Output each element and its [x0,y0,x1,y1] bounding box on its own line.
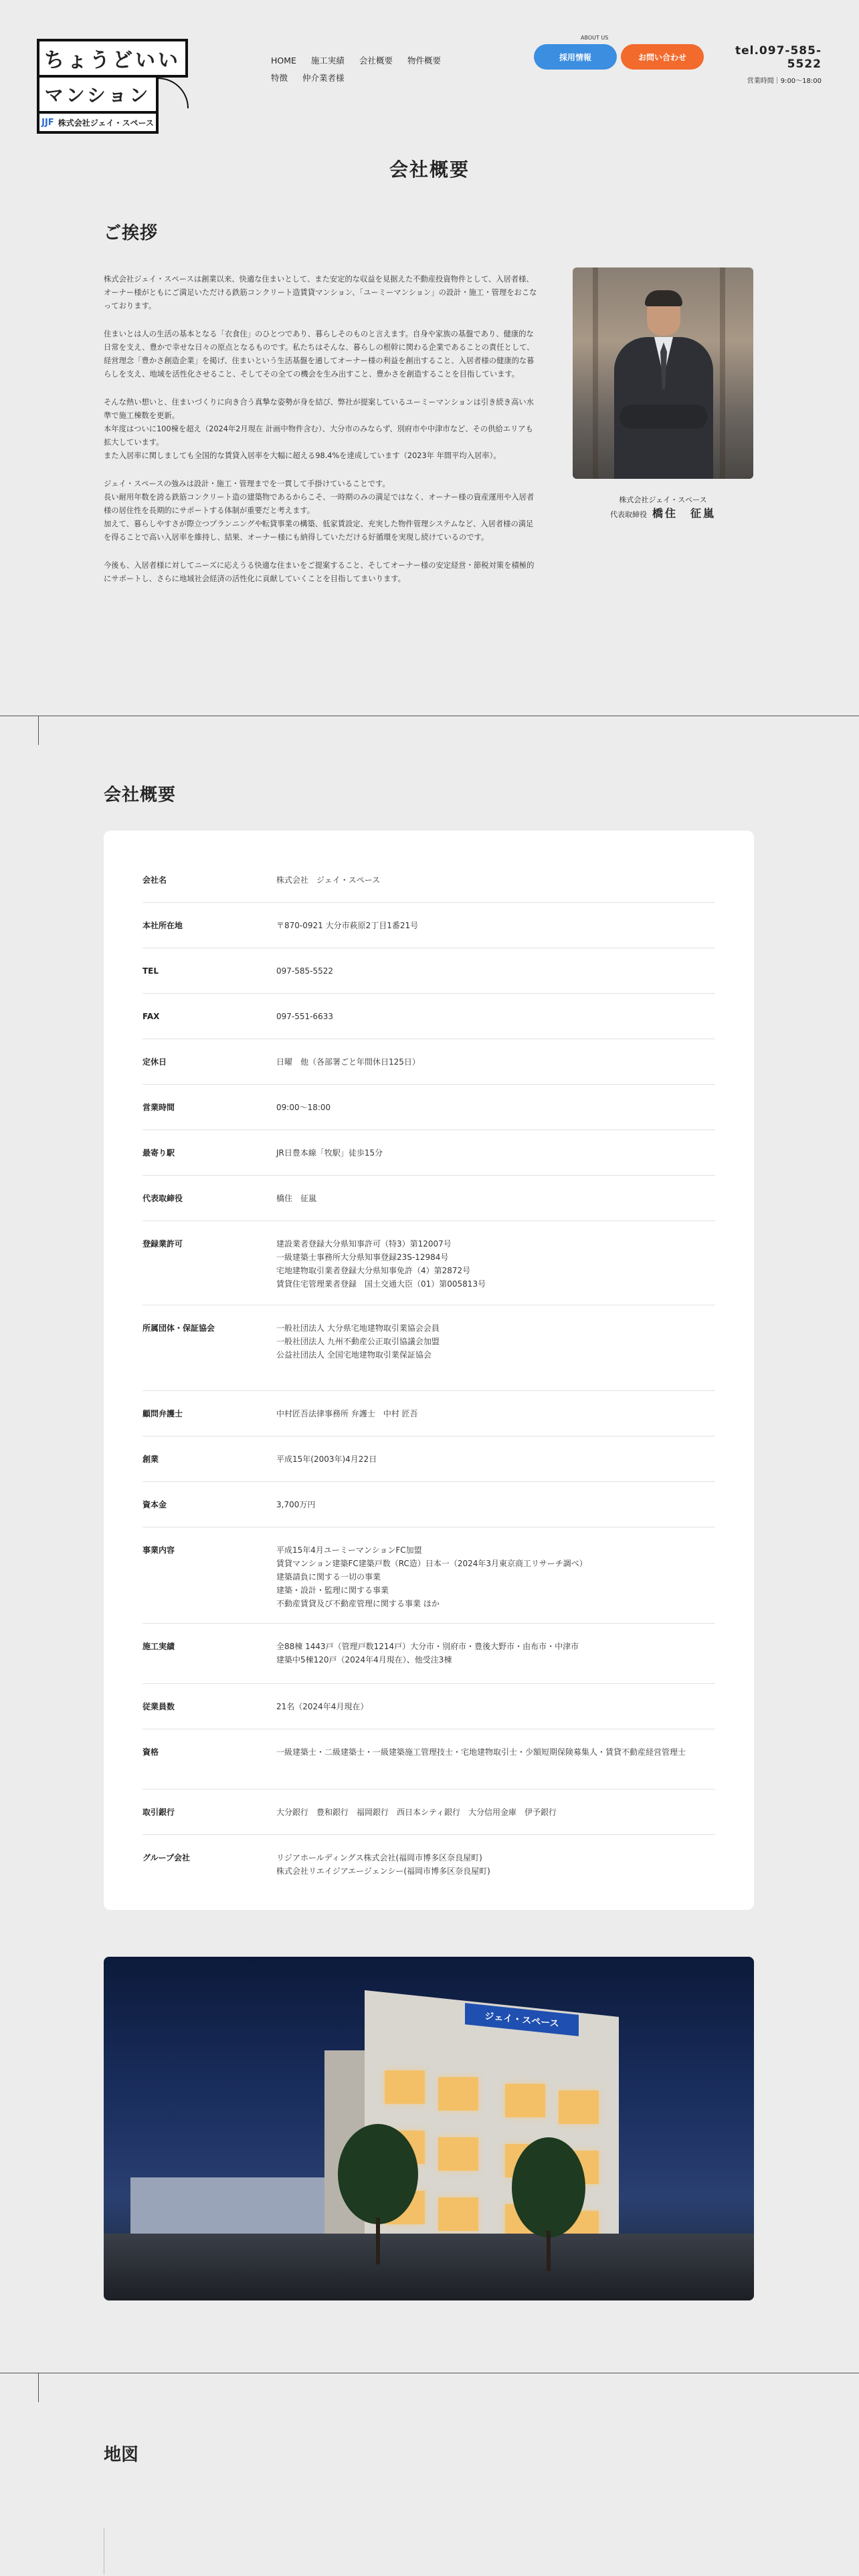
logo-company [37,114,159,134]
row-label: FAX [142,1012,160,1021]
office-building-photo [104,1957,754,2300]
nav-brokers[interactable]: 仲介業者様 [302,73,345,83]
row-value: 097-551-6633 [276,1012,334,1021]
row-value: 大分銀行 豊和銀行 福岡銀行 西日本シティ銀行 大分信用金庫 伊予銀行 [276,1808,557,1817]
company-info-table [104,831,754,1910]
row-label: TEL [142,966,159,976]
recruit-button[interactable]: 採用情報 [534,44,617,70]
row-value: 平成15年4月ユーミーマンションFC加盟 賃貸マンション建築FC建築戸数（RC造）日本一（2024年3月東京商工リサーチ調べ） 建築請負に関する一切の事業 建築・設計・監理に関する事業 不動産賃貸及び不動産管理に関する事業 ほか [276,1545,587,1608]
table-row [142,1684,715,1729]
row-value: 097-585-5522 [276,966,334,976]
table-row [142,1130,715,1176]
overview-title: 会社概要 [104,785,177,805]
header-buttons [534,44,704,70]
contact-button[interactable]: お問い合わせ [621,44,704,70]
greeting-text [104,273,539,601]
table-row [142,903,715,948]
table-row [142,1305,715,1391]
row-label: 営業時間 [142,1103,175,1112]
row-value: 日曜 他（各部署ごと年間休日125日） [276,1057,420,1067]
row-value: 橋住 征嵐 [276,1194,317,1203]
row-value: 平成15年(2003年)4月22日 [276,1455,377,1464]
divider-tick [38,716,39,745]
nav-works[interactable]: 施工実績 [310,56,345,66]
row-label: 施工実績 [142,1642,175,1651]
row-label: 最寄り駅 [142,1148,175,1158]
caption-company: 株式会社ジェイ・スペース [619,496,707,504]
row-label: 本社所在地 [142,921,183,930]
row-value: JR日豊本線「牧駅」徒歩15分 [276,1148,383,1158]
row-label: グループ会社 [142,1853,191,1862]
page-title: 会社概要 [389,158,470,181]
row-value: 一般社団法人 大分県宅地建物取引業協会会員 一般社団法人 九州不動産公正取引協議会加盟 公益社団法人 全国宅地建物取引業保証協会 [276,1323,440,1360]
table-row [142,994,715,1039]
table-row [142,857,715,903]
row-label: 資本金 [142,1500,167,1509]
greeting-title: ご挨拶 [104,223,159,243]
row-label: 従業員数 [142,1702,175,1711]
greeting-paragraph: 住まいとは人の生活の基本となる「衣食住」のひとつであり、暮らしそのものと言えます。自身や家族の基盤であり、健康的な日常を支え、豊かで幸せな日々の原点となるものです。私たちはそんな、暮らしの根幹に関わる企業であることの責任として、経営理念「豊かさ創造企業」を掲げ、住まいという生活基盤を通してオーナー様の利益を創出すること、入居者様の健康的な暮らしを支え、地域を活性化させること、そしてその全ての機会を生み出すこと、豊かさを創造することを目指しています。 [104,330,535,379]
table-row [142,1527,715,1624]
nav-company[interactable]: 会社概要 [359,56,393,66]
row-value: 中村匠吾法律事務所 弁護士 中村 匠吾 [276,1409,418,1418]
table-row [142,1729,715,1790]
table-row [142,1391,715,1436]
header-tel [717,44,822,85]
divider-tick [38,2373,39,2402]
logo-line1: ちょうどいい [37,39,188,78]
row-label: 会社名 [142,875,167,885]
table-row [142,1085,715,1130]
row-value: 株式会社 ジェイ・スペース [276,875,381,885]
row-label: 資格 [142,1747,159,1757]
greeting-paragraph: 今後も、入居者様に対してニーズに応えうる快適な住まいをご提案すること、そしてオーナー様の安定経営・節税対策を積極的にサポートし、さらに地域社会経済の活性化に貢献していくことを目指してまいります。 [104,561,535,583]
row-value: 一級建築士・二級建築士・一級建築施工管理技士・宅地建物取引士・少額短期保険募集人・賃貸不動産経営管理士 [276,1747,686,1757]
ceo-caption [573,494,753,522]
main-nav [271,52,485,87]
tel-number[interactable]: tel.097-585-5522 [735,44,822,71]
row-value: 21名（2024年4月現在） [276,1702,369,1711]
row-value: リジアホールディングス株式会社(福岡市博多区奈良屋町) 株式会社リエイジアエージェンシー(福岡市博多区奈良屋町) [276,1853,490,1876]
table-row [142,1835,715,1889]
nav-features[interactable]: 特徴 [271,73,288,83]
site-header [0,0,859,150]
caption-role: 代表取締役 [609,510,647,519]
row-label: 代表取締役 [142,1194,183,1203]
row-value: 建設業者登録大分県知事許可（特3）第12007号 一級建築士事務所大分県知事登録23S-12984号 宅地建物取引業者登録大分県知事免許（4）第2872号 賃貸住宅管理業者登録 国土交通大臣（01）第005813号 [276,1239,486,1289]
table-row [142,1436,715,1482]
nav-property[interactable]: 物件概要 [407,56,441,66]
buttons-caption: ABOUT US [581,35,609,41]
logo-company-name: 株式会社ジェイ・スペース [58,118,154,128]
greeting-paragraph: ジェイ・スペースの強みは設計・施工・管理までを一貫して手掛けていることです。 長い耐用年数を誇る鉄筋コンクリート造の建築物であるからこそ、一時期のみの満足ではなく、オーナー様の資産運用や入居者様の居住性を長期的にサポートする体制が重要だと考えます。 加えて、暮らしやすさが際立つプランニングや転貸事業の構築、低家賃設定、充実した物件管理システムなど、入居者様の満足を得ることで高い入居率を維持し、結果、オーナー様にも納得していただける好循環を実現し続けているのです。 [104,479,535,542]
caption-name: 橋住 征嵐 [652,507,716,520]
row-label: 創業 [142,1455,159,1464]
row-value: 全88棟 1443戸（管理戸数1214戸）大分市・別府市・豊後大野市・由布市・中津市 建築中5棟120戸（2024年4月現在）、他受注3棟 [276,1642,579,1665]
logo-line2: マンション [37,78,159,114]
row-label: 取引銀行 [142,1808,175,1817]
row-label: 事業内容 [142,1545,175,1555]
row-label: 登録業許可 [142,1239,183,1249]
business-hours: 営業時間｜9:00～18:00 [747,78,822,85]
row-label: 定休日 [142,1057,167,1067]
ceo-portrait [573,267,753,479]
table-row [142,1624,715,1684]
table-row [142,1221,715,1305]
row-value: 3,700万円 [276,1500,316,1509]
table-row [142,948,715,994]
row-label: 所属団体・保証協会 [142,1323,215,1333]
row-value: 〒870-0921 大分市萩原2丁目1番21号 [276,921,419,930]
building-sign: ジェイ・スペース [465,2003,579,2036]
greeting-paragraph: 株式会社ジェイ・スペースは創業以来、快適な住まいとして、また安定的な収益を見据えた不動産投資物件として、入居者様、オーナー様がともにご満足いただける鉄筋コンクリート造賃貸マンション、「ユーミーマンション」の設計・施工・管理をおこなっております。 [104,275,537,310]
row-label: 顧問弁護士 [142,1409,183,1418]
map-title: 地図 [104,2445,139,2465]
table-row [142,1039,715,1085]
row-value: 09:00～18:00 [276,1103,331,1112]
table-row [142,1482,715,1527]
greeting-paragraph: そんな熱い想いと、住まいづくりに向き合う真摯な姿勢が身を結び、弊社が提案しているユーミーマンションは引き続き高い水準で施工棟数を更新。 本年度はついに100棟を超え（2024年2月現在 計画中物件含む）、大分市のみならず、別府市や中津市など、その供給エリアも拡大しています。 また入居率に関しましても全国的な賃貸入居率を大幅に超える98.4%を達成しています（2023年 年間平均入居率）。 [104,398,534,460]
table-row [142,1176,715,1221]
nav-home[interactable]: HOME [271,56,296,66]
table-row [142,1790,715,1835]
company-mark-icon: JJF [41,117,54,128]
